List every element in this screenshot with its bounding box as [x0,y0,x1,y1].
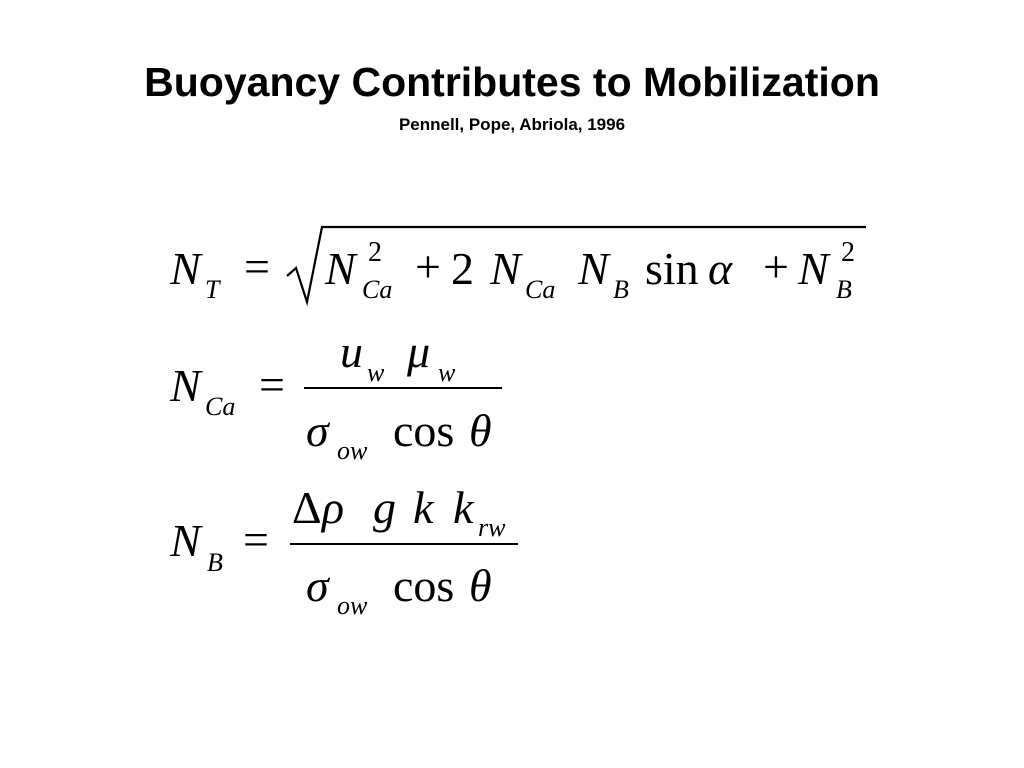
eq1-term2-symbol-a: N [490,243,521,294]
eq3-numerator-rho: ρ [322,482,345,533]
eq3-numerator-delta: Δ [292,482,322,533]
eq1-plus-1: + [415,241,441,292]
eq2-numerator-viscosity-subscript: w [438,358,456,387]
equation-capillary-number [169,326,502,465]
eq1-equals: = [244,241,270,292]
eq1-sine: sin [645,243,699,294]
eq3-numerator-gravity: g [373,482,396,533]
eq1-lhs-symbol: N [170,243,201,294]
eq3-denominator-theta: θ [469,560,492,611]
eq2-denominator-sigma-subscript: ow [337,436,368,465]
eq2-numerator-viscosity: μ [407,326,431,377]
eq1-alpha: α [708,243,733,294]
eq2-denominator-sigma: σ [306,405,329,456]
eq1-term2-symbol-b: N [578,243,609,294]
eq2-denominator-cosine: cos [393,405,455,456]
equation-bond-number [169,482,518,620]
eq2-lhs-symbol: N [170,360,201,411]
eq3-denominator-sigma-subscript: ow [337,591,368,620]
eq3-denominator-cosine: cos [393,560,455,611]
eq1-term3-subscript: B [836,275,852,304]
eq1-coefficient: 2 [451,243,474,294]
eq1-term3-symbol: N [798,243,829,294]
eq2-numerator-velocity: u [340,326,363,377]
slide-title: Buoyancy Contributes to Mobilization [144,59,880,105]
eq3-lhs-subscript: B [207,548,223,577]
eq1-term2-subscript-a: Ca [525,275,556,304]
eq3-numerator-relative-permeability-subscript: rw [478,513,506,542]
slide-citation: Pennell, Pope, Abriola, 1996 [398,115,626,134]
eq3-denominator-sigma: σ [306,560,329,611]
eq1-term3-superscript: 2 [841,237,855,268]
eq1-plus-2: + [763,241,789,292]
eq1-term1-superscript: 2 [368,237,382,268]
eq1-term1-symbol: N [325,243,356,294]
eq3-equals: = [243,514,269,565]
eq1-term2-subscript-b: B [613,275,629,304]
eq1-term1-subscript: Ca [362,275,393,304]
eq3-lhs-symbol: N [170,515,201,566]
equation-total-number [169,227,866,304]
eq2-equals: = [259,359,285,410]
eq2-lhs-subscript: Ca [205,392,236,421]
eq3-numerator-relative-permeability: k [453,482,474,533]
eq3-numerator-permeability: k [413,482,434,533]
eq2-numerator-velocity-subscript: w [367,358,385,387]
eq2-denominator-theta: θ [469,405,492,456]
eq1-lhs-subscript: T [205,275,220,304]
